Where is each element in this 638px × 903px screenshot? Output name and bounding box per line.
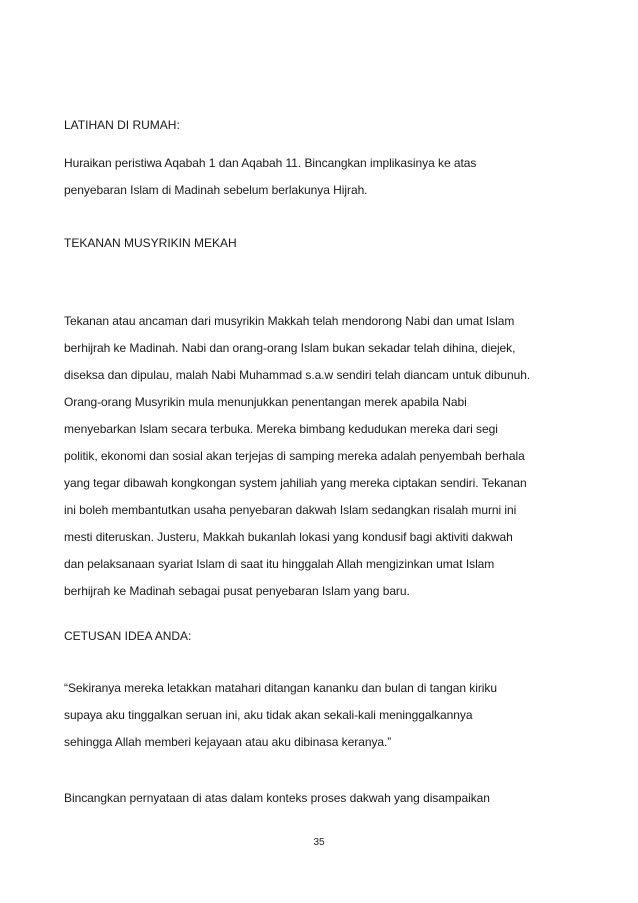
paragraph-line: penyebaran Islam di Madinah sebelum berlakunya Hijrah.	[64, 183, 368, 197]
quote-paragraph	[64, 675, 584, 756]
paragraph-line: dan pelaksanaan syariat Islam di saat itu hinggalah Allah mengizinkan umat Islam	[64, 557, 495, 571]
paragraph-line: diseksa dan dipulau, malah Nabi Muhammad s.a.w sendiri telah diancam untuk dibunuh.	[64, 368, 531, 382]
paragraph-line: mesti diteruskan. Justeru, Makkah bukanlah lokasi yang kondusif bagi aktiviti dakwah	[64, 530, 513, 544]
paragraph-line: berhijrah ke Madinah sebagai pusat penyebaran Islam yang baru.	[64, 584, 410, 598]
quote-line: supaya aku tinggalkan seruan ini, aku tidak akan sekali-kali meninggalkannya	[64, 708, 473, 722]
paragraph-line: Huraikan peristiwa Aqabah 1 dan Aqabah 11. Bincangkan implikasinya ke atas	[64, 156, 477, 170]
quote-line: “Sekiranya mereka letakkan matahari ditangan kananku dan bulan di tangan kiriku	[64, 681, 497, 695]
page-number: 35	[313, 837, 325, 848]
cetusan-heading: CETUSAN IDEA ANDA:	[64, 629, 192, 643]
paragraph-line: ini boleh membantutkan usaha penyebaran dakwah Islam sedangkan risalah murni ini	[64, 503, 517, 517]
tekanan-heading: TEKANAN MUSYRIKIN MEKAH	[64, 236, 237, 250]
paragraph-line: berhijrah ke Madinah. Nabi dan orang-orang Islam bukan sekadar telah dihina, diejek,	[64, 341, 516, 355]
paragraph-line: politik, ekonomi dan sosial akan terjejas di samping mereka adalah penyembah berhala	[64, 449, 525, 463]
paragraph-line: Orang-orang Musyrikin mula menunjukkan penentangan merek apabila Nabi	[64, 395, 467, 409]
quote-line: sehingga Allah memberi kejayaan atau aku dibinasa keranya.”	[64, 735, 392, 749]
tekanan-paragraph	[64, 308, 584, 605]
paragraph-line: Tekanan atau ancaman dari musyrikin Makkah telah mendorong Nabi dan umat Islam	[64, 314, 515, 328]
latihan-paragraph	[64, 150, 584, 204]
latihan-heading: LATIHAN DI RUMAH:	[64, 118, 180, 132]
paragraph-line: yang tegar dibawah kongkongan system jahiliah yang mereka ciptakan sendiri. Tekanan	[64, 476, 527, 490]
paragraph-line: menyebarkan Islam secara terbuka. Mereka bimbang kedudukan mereka dari segi	[64, 422, 498, 436]
last-paragraph	[64, 785, 584, 812]
paragraph-line: Bincangkan pernyataan di atas dalam konteks proses dakwah yang disampaikan	[64, 791, 490, 805]
